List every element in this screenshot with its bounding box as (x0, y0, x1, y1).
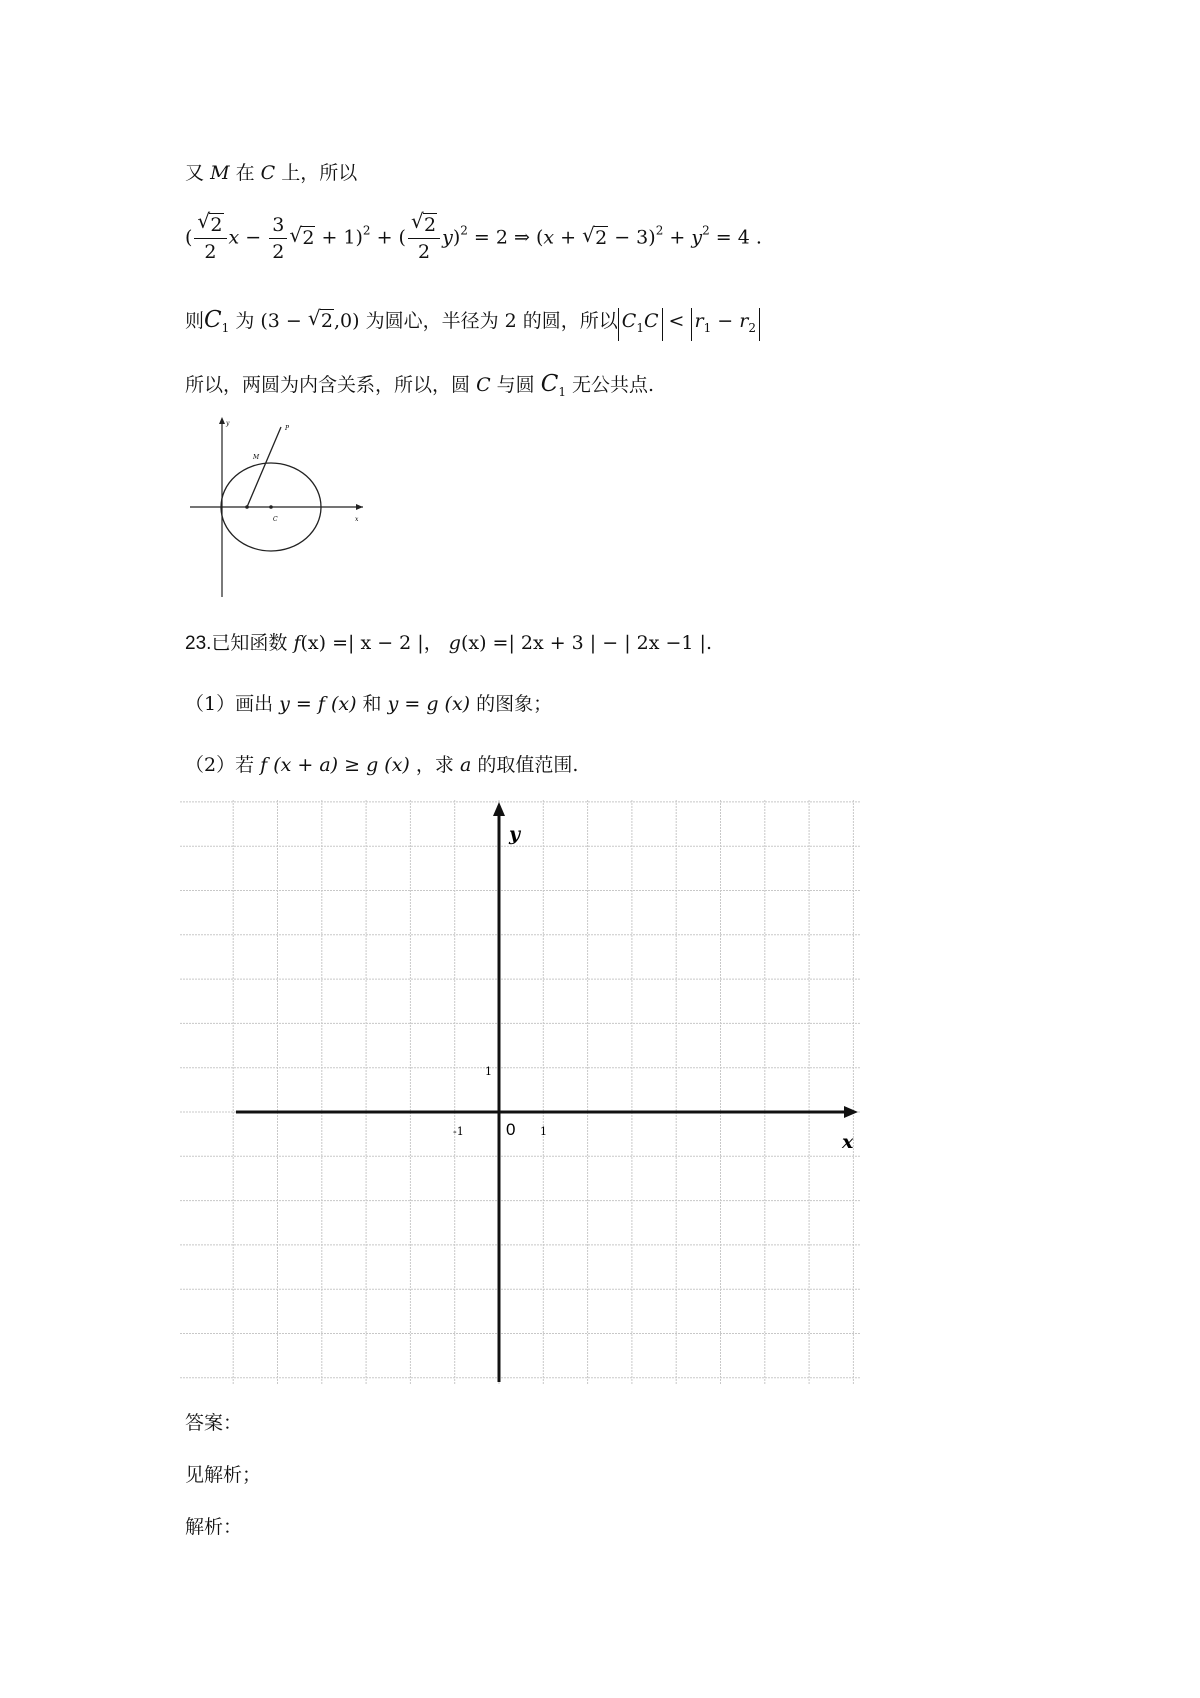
text: 和 (362, 693, 382, 715)
fraction-sqrt2-over-2: √ 2 2 (194, 212, 226, 265)
var-x: x (543, 226, 555, 249)
label-y: y (509, 823, 521, 845)
var-m: M (210, 162, 230, 184)
text: 的图象； (476, 693, 553, 715)
y-axis-arrow (493, 802, 505, 816)
center-b: ,0) (333, 310, 360, 332)
text: ，求 (415, 754, 454, 776)
eq-y-fx: y = f (x) (279, 693, 357, 715)
text: 无公共点. (572, 374, 655, 396)
text: 所以，两圆为内含关系，所以，圆 (185, 374, 471, 396)
denominator: 2 (204, 241, 217, 263)
fraction-sqrt2-over-2: √ 2 2 (408, 212, 440, 265)
label-origin: 0 (506, 1120, 516, 1139)
center-a: (3 − (260, 310, 308, 332)
radicand: 2 (210, 214, 223, 236)
question-23-part-2 (185, 750, 578, 777)
text: 又 (185, 162, 205, 184)
var-x: x (228, 226, 240, 249)
subscript: 1 (703, 321, 712, 335)
radius: 2 (504, 310, 517, 332)
text-line-3: 则$C_1$ 为 (3 − √ 2,0) 为圆心，半径为 2 的圆，所以 $C_1C < r_1 - r_2$ (185, 306, 760, 341)
func-g: g (448, 632, 461, 654)
paren: ) (452, 226, 461, 249)
analysis-label: 解析： (185, 1516, 243, 1538)
subscript: 1 (221, 321, 230, 335)
circle-figure (185, 415, 365, 600)
func-f-def: (x) =| x − 2 | (300, 632, 424, 654)
op-equals: = 2 ⇒ ( (467, 226, 544, 249)
text: 的圆，所以 (522, 310, 618, 332)
var-c: C (643, 310, 659, 332)
eq-y-gx: y = g (x) (387, 693, 471, 715)
var-c1: C (204, 307, 222, 333)
var-c: C (621, 310, 637, 332)
op-plus-1: + 1) (315, 226, 363, 249)
op-plus: + ( (370, 226, 406, 249)
radicand: 2 (320, 310, 333, 332)
x-axis-arrow (356, 504, 363, 510)
question-prefix: 23.已知函数 (185, 633, 288, 654)
exponent: 2 (362, 223, 371, 238)
exponent: 2 (655, 223, 664, 238)
x-axis-arrow (844, 1106, 858, 1118)
grid-lines (180, 800, 860, 1385)
label-y-1: 1 (485, 1065, 492, 1078)
var-a: a (459, 754, 472, 776)
var-r: r (694, 310, 704, 332)
label-c: C (273, 516, 278, 523)
question-23-part-1 (185, 689, 552, 716)
text-line-1 (185, 158, 357, 185)
var-y: y (691, 226, 703, 249)
text: 则 (185, 310, 205, 332)
radicand: 2 (302, 226, 315, 249)
label-x: x (355, 516, 359, 523)
equation-line: ( √ 2 2 x − $\frac{3}{2}$ √ 2 + 1)$^2$ + ( √ 2 2 y)$^2$ = 2 ⇒ (x + √ $2 - 3)^2 + y^2 = 4$ . (185, 209, 762, 263)
subscript: 2 (748, 321, 756, 335)
text-line-4 (185, 370, 654, 399)
label-x-1: 1 (540, 1125, 547, 1138)
label-p: P (285, 425, 290, 432)
part-label: （2）若 (185, 754, 255, 776)
label-y: y (226, 420, 230, 427)
answer-text: 见解析； (185, 1464, 262, 1486)
op-plus: + (554, 226, 583, 249)
radicand: 2 (595, 226, 608, 249)
var-c: C (260, 162, 276, 184)
var-r: r (739, 310, 749, 332)
abs-r1-r2 (691, 308, 760, 341)
op-lt: < (662, 310, 691, 332)
op-minus-3: − 3) (608, 226, 656, 249)
denominator: 2 (417, 241, 431, 263)
separator: ， (423, 632, 443, 654)
op-plus: + (663, 226, 692, 249)
abs-c1c (618, 308, 663, 341)
op-minus: − (711, 310, 740, 332)
exponent: 2 (460, 223, 468, 238)
line-segment-op (247, 427, 281, 507)
paren: ( (185, 226, 193, 249)
text: 的取值范围. (477, 754, 579, 776)
text: 上，所以 (281, 162, 358, 184)
point-c (269, 505, 273, 509)
var-c1: C (540, 371, 559, 397)
text: 在 (235, 162, 255, 184)
op-minus: − (239, 226, 268, 249)
text: 为圆心，半径为 (365, 310, 499, 332)
func-f: f (293, 632, 301, 654)
coordinate-grid (180, 800, 860, 1385)
func-g-def: (x) =| 2x + 3 | − | 2x −1 |. (460, 632, 712, 654)
var-y: y (442, 226, 453, 249)
exponent: 2 (702, 223, 710, 238)
label-m: M (253, 454, 260, 461)
label-x-neg1: -1 (453, 1125, 464, 1138)
op-equals-4: = 4 . (709, 226, 762, 249)
denominator: 2 (272, 241, 285, 263)
numerator: 3 (269, 212, 287, 239)
radicand: 2 (423, 214, 437, 236)
subscript: 1 (558, 385, 566, 399)
var-c: C (476, 374, 491, 396)
question-23 (185, 628, 712, 655)
answer-label: 答案： (185, 1412, 243, 1434)
fraction-3-over-2 (269, 212, 287, 265)
y-axis-arrow (219, 417, 225, 424)
subscript: 1 (636, 321, 644, 335)
text: 与圆 (496, 374, 535, 396)
part-label: （1）画出 (185, 693, 274, 715)
point-o (245, 505, 249, 509)
label-x: x (842, 1131, 854, 1153)
text: 为 (235, 310, 255, 332)
inequality: f (x + a) ≥ g (x) (260, 754, 410, 776)
